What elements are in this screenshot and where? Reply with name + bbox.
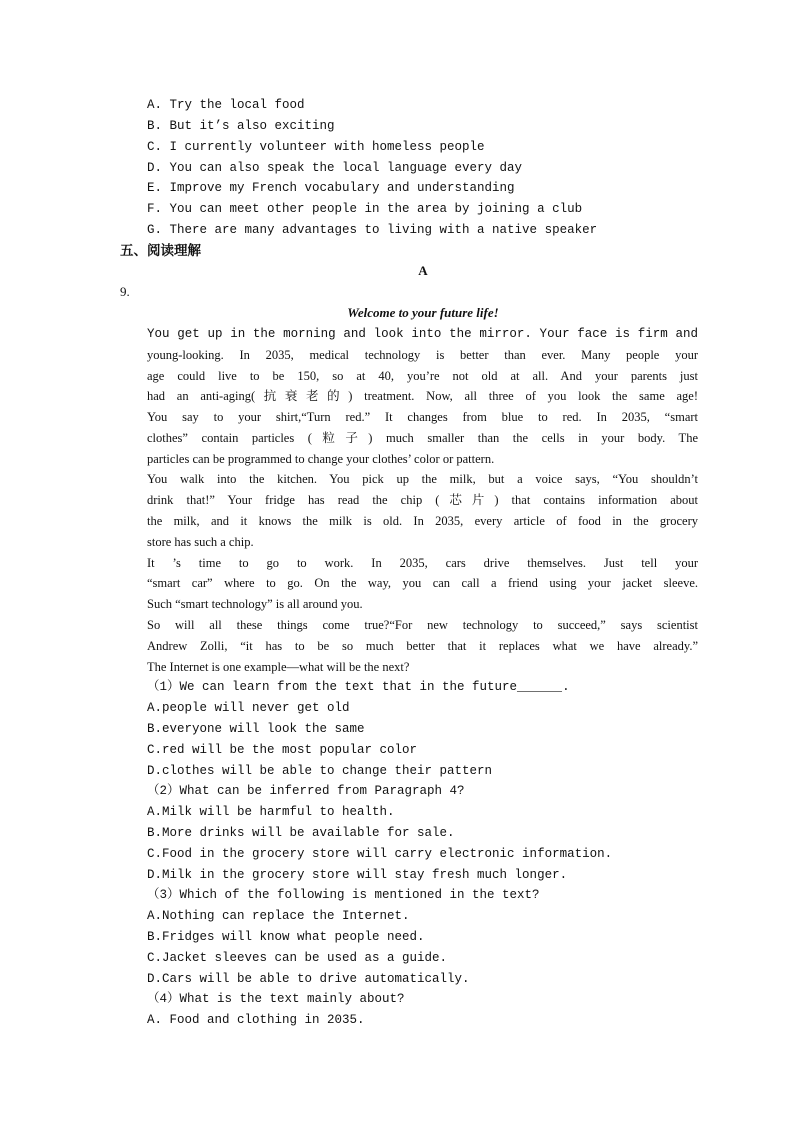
answer-option: A.people will never get old <box>147 701 350 715</box>
question-stem: （1）We can learn from the text that in the future______. <box>147 680 570 694</box>
answer-option: B.Fridges will know what people need. <box>147 930 425 944</box>
passage-line: You get up in the morning and look into the mirror. Your face is firm and <box>147 327 698 341</box>
passage-line: The Internet is one example—what will be the next? <box>147 660 410 674</box>
passage-line: You walk into the kitchen. You pick up the milk, but a voice says, “You shouldn’t <box>147 472 698 486</box>
option-line: A. Try the local food <box>147 98 305 112</box>
answer-option: C.Jacket sleeves can be used as a guide. <box>147 951 448 965</box>
answer-option: D.Milk in the grocery store will stay fresh much longer. <box>147 868 568 882</box>
question-stem: （4）What is the text mainly about? <box>147 992 405 1006</box>
option-line: G. There are many advantages to living with a native speaker <box>147 223 598 237</box>
option-line: F. You can meet other people in the area by joining a club <box>147 202 583 216</box>
answer-option: B.More drinks will be available for sale. <box>147 826 455 840</box>
passage-line: store has such a chip. <box>147 535 254 549</box>
passage-line: the milk, and it knows the milk is old. In 2035, every article of food in the grocery <box>147 514 698 528</box>
answer-option: B.everyone will look the same <box>147 722 365 736</box>
option-line: B. But it’s also exciting <box>147 119 335 133</box>
passage-title: Welcome to your future life! <box>347 305 499 320</box>
question-stem: （2）What can be inferred from Paragraph 4? <box>147 784 465 798</box>
passage-label: A <box>418 263 428 278</box>
passage-line: had an anti-aging(抗衰老的) treatment. Now, all three of you look the same age! <box>147 389 698 403</box>
option-line: D. You can also speak the local language every day <box>147 161 523 175</box>
passage-line: clothes” contain particles (粒子) much smaller than the cells in your body. The <box>147 431 698 445</box>
section-heading: 五、阅读理解 <box>120 243 201 259</box>
option-line: C. I currently volunteer with homeless people <box>147 140 485 154</box>
passage-line: Such “smart technology” is all around you. <box>147 597 363 611</box>
question-stem: （3）Which of the following is mentioned in the text? <box>147 888 540 902</box>
passage-line: “smart car” where to go. On the way, you can call a friend using your jacket sleeve. <box>147 576 698 590</box>
passage-line: age could live to be 150, so at 40, you’re not old at all. And your parents just <box>147 369 698 383</box>
question-number: 9. <box>120 284 130 299</box>
answer-option: D.Cars will be able to drive automatically. <box>147 972 470 986</box>
passage-line: drink that!” Your fridge has read the chip (芯片) that contains information about <box>147 493 698 507</box>
answer-option: C.red will be the most popular color <box>147 743 418 757</box>
answer-option: A.Milk will be harmful to health. <box>147 805 395 819</box>
passage-line: Andrew Zolli, “it has to be so much better that it replaces what we have already.” <box>147 639 698 653</box>
passage-line: young-looking. In 2035, medical technology is better than ever. Many people your <box>147 348 698 362</box>
answer-option: A.Nothing can replace the Internet. <box>147 909 410 923</box>
option-line: E. Improve my French vocabulary and understanding <box>147 181 515 195</box>
passage-line: You say to your shirt,“Turn red.” It changes from blue to red. In 2035, “smart <box>147 410 698 424</box>
answer-option: C.Food in the grocery store will carry electronic information. <box>147 847 613 861</box>
answer-option: D.clothes will be able to change their pattern <box>147 764 493 778</box>
passage-line: It ’s time to go to work. In 2035, cars drive themselves. Just tell your <box>147 556 698 570</box>
answer-option: A. Food and clothing in 2035. <box>147 1013 365 1027</box>
passage-line: So will all these things come true?“For new technology to succeed,” says scientist <box>147 618 698 632</box>
passage-line: particles can be programmed to change your clothes’ color or pattern. <box>147 452 495 466</box>
